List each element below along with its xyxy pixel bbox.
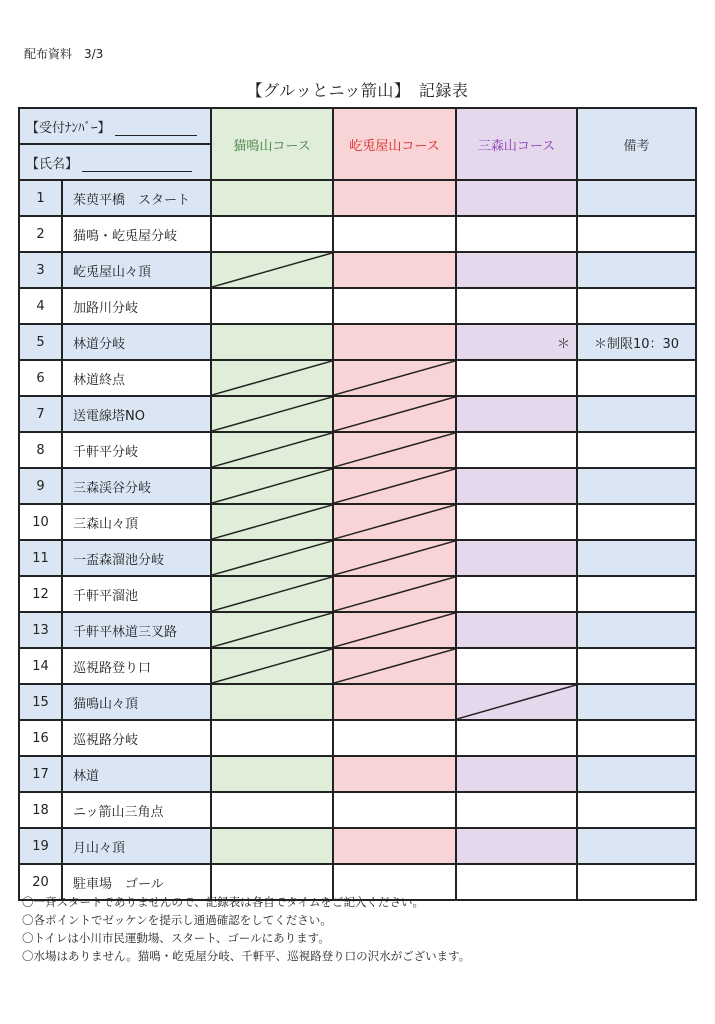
checkpoint-row: [19, 324, 696, 360]
checkpoint-row: [19, 756, 696, 792]
mimori-course-time-cell[interactable]: [456, 864, 577, 900]
checkpoint-name: 林道終点: [62, 360, 211, 396]
record-table: [18, 107, 697, 901]
checkpoint-name: 屹兎屋山々頂: [62, 252, 211, 288]
kitsune-course-time-cell: [333, 648, 456, 684]
note-line: 〇各ポイントでゼッケンを提示し通過確認をしてください。: [22, 913, 332, 927]
checkpoint-row: [19, 432, 696, 468]
remarks-cell[interactable]: [577, 756, 696, 792]
note-line: 〇一斉スタートでありませんので、記録表は各自でタイムをご記入ください。: [22, 895, 425, 909]
slash-mark: [334, 577, 455, 611]
checkpoint-row: [19, 252, 696, 288]
checkpoint-name: 三森山々頂: [62, 504, 211, 540]
slash-mark: [334, 541, 455, 575]
checkpoint-row: [19, 720, 696, 756]
checkpoint-number: 15: [19, 684, 62, 720]
remarks-cell[interactable]: [577, 792, 696, 828]
mimori-course-time-cell[interactable]: [456, 540, 577, 576]
checkpoint-number: 5: [19, 324, 62, 360]
checkpoint-number: 2: [19, 216, 62, 252]
neko-course-time-cell: [211, 432, 333, 468]
slash-mark: [212, 505, 332, 539]
slash-mark: [334, 649, 455, 683]
remarks-cell[interactable]: [577, 216, 696, 252]
neko-course-time-cell[interactable]: [211, 216, 333, 252]
mimori-course-time-cell[interactable]: [456, 180, 577, 216]
page-label: 配布資料 3/3: [24, 47, 104, 61]
neko-course-time-cell[interactable]: [211, 792, 333, 828]
slash-mark: [334, 361, 455, 395]
mimori-course-time-cell[interactable]: [456, 468, 577, 504]
kitsune-course-time-cell[interactable]: [333, 216, 456, 252]
checkpoint-row: [19, 648, 696, 684]
checkpoint-row: [19, 612, 696, 648]
kitsune-course-time-cell[interactable]: [333, 720, 456, 756]
slash-mark: [334, 505, 455, 539]
remarks-cell[interactable]: [577, 504, 696, 540]
checkpoint-number: 18: [19, 792, 62, 828]
checkpoint-number: 20: [19, 864, 62, 900]
checkpoint-number: 3: [19, 252, 62, 288]
checkpoint-row: [19, 576, 696, 612]
name-field[interactable]: [19, 144, 211, 180]
checkpoint-row: [19, 468, 696, 504]
slash-mark: [212, 397, 332, 431]
checkpoint-name: 巡視路分岐: [62, 720, 211, 756]
checkpoint-number: 13: [19, 612, 62, 648]
checkpoint-name: 加路川分岐: [62, 288, 211, 324]
neko-course-time-cell[interactable]: [211, 324, 333, 360]
checkpoint-number: 14: [19, 648, 62, 684]
checkpoint-number: 17: [19, 756, 62, 792]
mimori-course-time-cell[interactable]: [456, 648, 577, 684]
kitsune-course-time-cell: [333, 432, 456, 468]
mimori-course-time-cell[interactable]: [456, 396, 577, 432]
neko-course-time-cell: [211, 540, 333, 576]
checkpoint-number: 10: [19, 504, 62, 540]
neko-course-time-cell[interactable]: [211, 828, 333, 864]
checkpoint-number: 12: [19, 576, 62, 612]
checkpoint-number: 8: [19, 432, 62, 468]
checkpoint-name: 茱萸平橋 スタート: [62, 180, 211, 216]
slash-mark: [212, 433, 332, 467]
remarks-cell[interactable]: [577, 648, 696, 684]
slash-mark: [212, 253, 332, 287]
mimori-course-time-cell[interactable]: [456, 756, 577, 792]
remarks-cell[interactable]: [577, 288, 696, 324]
checkpoint-name: ニッ箭山三角点: [62, 792, 211, 828]
neko-course-time-cell[interactable]: [211, 684, 333, 720]
neko-course-time-cell: [211, 468, 333, 504]
checkpoint-name: 千軒平溜池: [62, 576, 211, 612]
slash-mark: [457, 685, 576, 719]
checkpoint-row: [19, 540, 696, 576]
checkpoint-row: [19, 180, 696, 216]
remarks-cell[interactable]: [577, 684, 696, 720]
checkpoint-number: 16: [19, 720, 62, 756]
slash-mark: [212, 613, 332, 647]
mimori-course-time-cell: [456, 684, 577, 720]
checkpoint-number: 7: [19, 396, 62, 432]
neko-course-time-cell: [211, 648, 333, 684]
checkpoint-number: 9: [19, 468, 62, 504]
kitsune-course-time-cell[interactable]: [333, 756, 456, 792]
name-underline: [82, 159, 192, 172]
kitsune-course-time-cell[interactable]: [333, 828, 456, 864]
checkpoint-name: 千軒平分岐: [62, 432, 211, 468]
neko-course-time-cell: [211, 504, 333, 540]
mimori-course-time-cell[interactable]: [456, 432, 577, 468]
remarks-cell[interactable]: [577, 864, 696, 900]
slash-mark: [334, 397, 455, 431]
notes: [22, 893, 470, 965]
remarks-cell[interactable]: [577, 252, 696, 288]
checkpoint-row: [19, 684, 696, 720]
record-table-body: [19, 108, 696, 900]
slash-mark: [212, 541, 332, 575]
checkpoint-name: 猫鳴山々頂: [62, 684, 211, 720]
kitsune-course-time-cell: [333, 612, 456, 648]
kitsune-course-time-cell[interactable]: [333, 180, 456, 216]
remarks-cell[interactable]: [577, 468, 696, 504]
remarks-cell[interactable]: [577, 540, 696, 576]
note-line: 〇水場はありません。猫鳴・屹兎屋分岐、千軒平、巡視路登り口の沢水がございます。: [22, 949, 471, 963]
checkpoint-number: 19: [19, 828, 62, 864]
checkpoint-number: 11: [19, 540, 62, 576]
checkpoint-number: 6: [19, 360, 62, 396]
remarks-cell[interactable]: [577, 360, 696, 396]
kitsune-course-time-cell: [333, 468, 456, 504]
checkpoint-name: 林道: [62, 756, 211, 792]
note-line: 〇トイレは小川市民運動場、スタート、ゴールにあります。: [22, 931, 330, 945]
neko-course-time-cell: [211, 612, 333, 648]
kitsune-course-time-cell[interactable]: [333, 792, 456, 828]
checkpoint-name: 巡視路登り口: [62, 648, 211, 684]
kitsune-course-time-cell: [333, 360, 456, 396]
slash-mark: [334, 469, 455, 503]
slash-mark: [212, 469, 332, 503]
kitsune-course-time-cell[interactable]: [333, 288, 456, 324]
mimori-course-time-cell[interactable]: [456, 360, 577, 396]
checkpoint-name: 三森渓谷分岐: [62, 468, 211, 504]
mimori-course-time-cell[interactable]: [456, 576, 577, 612]
checkpoint-number: 4: [19, 288, 62, 324]
kitsune-course-time-cell[interactable]: [333, 324, 456, 360]
neko-course-time-cell[interactable]: [211, 180, 333, 216]
mimori-course-time-cell[interactable]: [456, 720, 577, 756]
checkpoint-name: 駐車場 ゴール: [62, 864, 211, 900]
mimori-course-time-cell[interactable]: [456, 216, 577, 252]
remarks-cell[interactable]: [577, 396, 696, 432]
mimori-course-time-cell[interactable]: [456, 612, 577, 648]
checkpoint-name: 千軒平林道三叉路: [62, 612, 211, 648]
slash-mark: [334, 433, 455, 467]
mimori-course-time-cell[interactable]: [456, 504, 577, 540]
checkpoint-name: 一盃森溜池分岐: [62, 540, 211, 576]
kitsune-course-time-cell: [333, 504, 456, 540]
reception-number-label: 【受付ﾅﾝﾊﾞｰ】: [26, 120, 111, 136]
name-label: 【氏名】: [26, 156, 79, 172]
checkpoint-row: [19, 360, 696, 396]
page-title: 【グルッとニッ箭山】 記録表: [246, 81, 469, 100]
remarks-cell[interactable]: [577, 432, 696, 468]
checkpoint-row: [19, 792, 696, 828]
slash-mark: [212, 649, 332, 683]
kitsune-course-time-cell[interactable]: [333, 252, 456, 288]
mimori-course-time-cell[interactable]: ＊: [456, 324, 577, 360]
mimori-course-time-cell[interactable]: [456, 252, 577, 288]
neko-course-time-cell[interactable]: [211, 720, 333, 756]
col-remarks: 備考: [577, 108, 696, 180]
reception-number-underline: [115, 123, 197, 136]
checkpoint-name: 月山々頂: [62, 828, 211, 864]
col-kitsune-course: 屹兎屋山コース: [333, 108, 456, 180]
slash-mark: [212, 577, 332, 611]
checkpoint-name: 猫鳴・屹兎屋分岐: [62, 216, 211, 252]
checkpoint-row: [19, 216, 696, 252]
slash-mark: [334, 613, 455, 647]
neko-course-time-cell[interactable]: [211, 288, 333, 324]
remarks-cell[interactable]: [577, 720, 696, 756]
neko-course-time-cell: [211, 252, 333, 288]
neko-course-time-cell: [211, 360, 333, 396]
neko-course-time-cell[interactable]: [211, 756, 333, 792]
mimori-course-time-cell[interactable]: [456, 792, 577, 828]
mimori-course-time-cell[interactable]: [456, 288, 577, 324]
remarks-cell[interactable]: ＊制限10：30: [577, 324, 696, 360]
kitsune-course-time-cell: [333, 540, 456, 576]
checkpoint-name: 林道分岐: [62, 324, 211, 360]
kitsune-course-time-cell[interactable]: [333, 684, 456, 720]
checkpoint-row: [19, 396, 696, 432]
neko-course-time-cell: [211, 576, 333, 612]
col-neko-course: 猫鳴山コース: [211, 108, 333, 180]
remarks-cell[interactable]: [577, 180, 696, 216]
col-mimori-course: 三森山コース: [456, 108, 577, 180]
header-row-1: [19, 108, 696, 144]
kitsune-course-time-cell: [333, 396, 456, 432]
kitsune-course-time-cell: [333, 576, 456, 612]
checkpoint-row: [19, 828, 696, 864]
checkpoint-name: 送電線塔NO: [62, 396, 211, 432]
checkpoint-row: [19, 504, 696, 540]
remarks-cell[interactable]: [577, 576, 696, 612]
checkpoint-number: 1: [19, 180, 62, 216]
remarks-cell[interactable]: [577, 828, 696, 864]
checkpoint-row: [19, 288, 696, 324]
remarks-cell[interactable]: [577, 612, 696, 648]
mimori-course-time-cell[interactable]: [456, 828, 577, 864]
slash-mark: [212, 361, 332, 395]
reception-number-field[interactable]: [19, 108, 211, 144]
neko-course-time-cell: [211, 396, 333, 432]
